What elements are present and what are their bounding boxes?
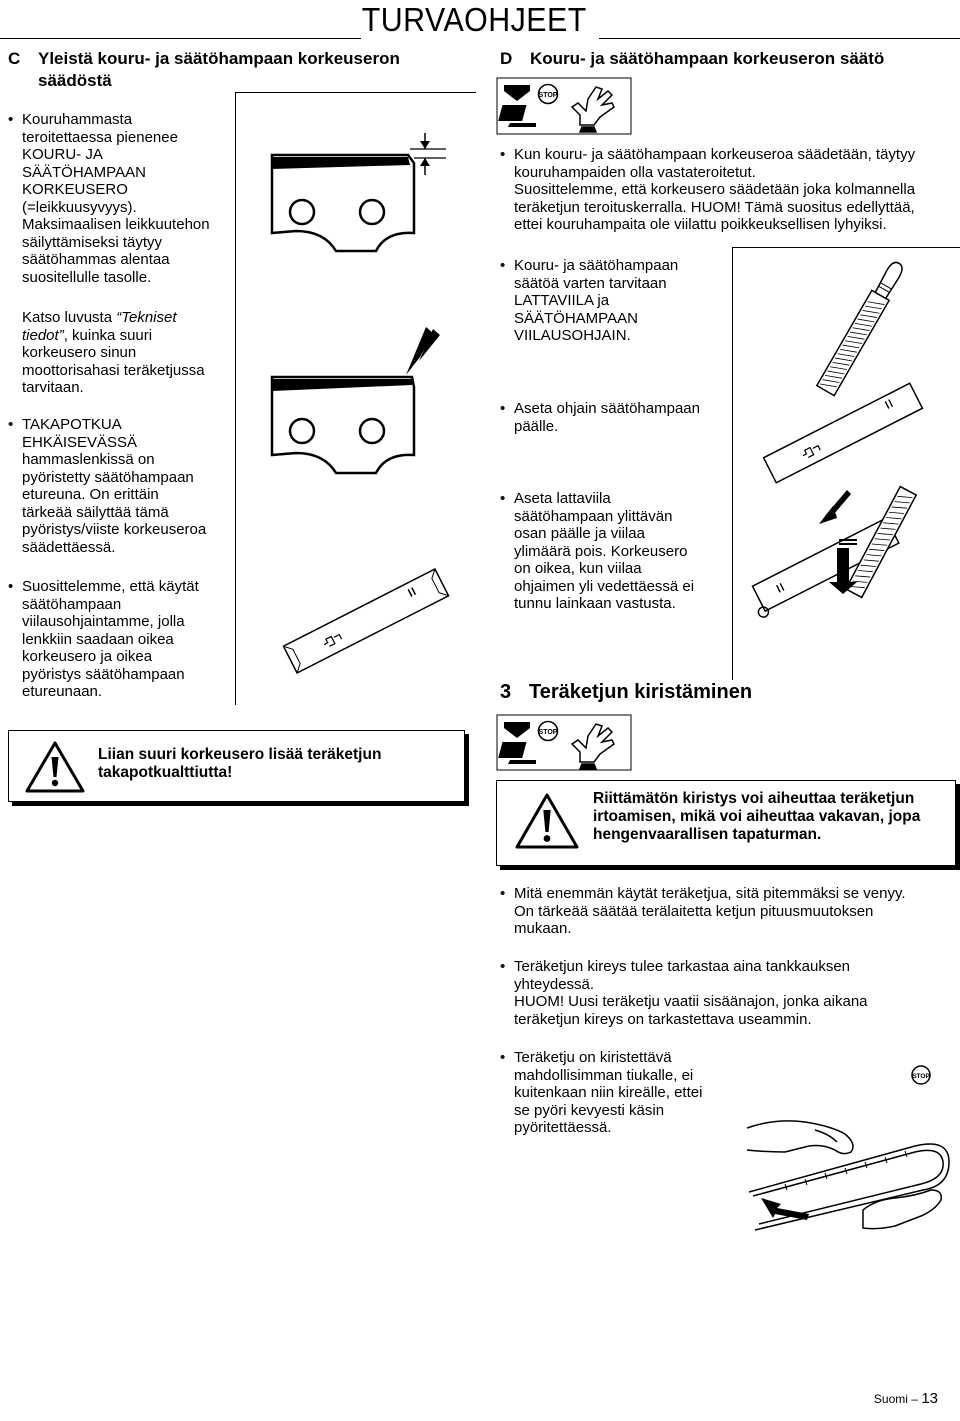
bullet-3-1-line: mukaan. xyxy=(514,920,572,937)
bullet-d3-line: Aseta ohjain säätöhampaan xyxy=(514,400,700,417)
cutter-link-top-icon xyxy=(272,155,414,251)
bullet-3-1: • Mitä enemmän käytät teräketjua, sitä pitemmäksi se venyy. On tärkeää säätää terälaitetta ketjun pituusmuutoksen mukaan. xyxy=(500,885,950,938)
bullet-3-3-line: kuitenkaan niin kireälle, ettei xyxy=(514,1084,703,1101)
bullet-c1-line: (=leikkuusyvyys). xyxy=(22,198,137,216)
flat-file-illustration xyxy=(733,248,960,679)
svg-text:STOP: STOP xyxy=(912,1073,930,1080)
bullet-3-1-line: On tärkeää säätää terälaitetta ketjun pituusmuutoksen xyxy=(514,902,874,920)
bullet-c4-line: lenkkiin saadaan oikea xyxy=(22,630,174,648)
bullet-d4: • Aseta lattaviila säätöhampaan ylittävän osan päälle ja viilaa ylimäärä pois. Korkeusero on oikea, kun viilaa ohjaimen yli vedettäessä ei tunnu lainkaan vastusta. xyxy=(500,490,725,613)
bullet-c1-line: KORKEUSERO xyxy=(22,181,128,198)
bullet-c3-line: hammaslenkissä on xyxy=(22,451,155,468)
bullet-d4-line: osan päälle ja viilaa xyxy=(514,525,645,542)
bullet-d4-line: Aseta lattaviila xyxy=(514,490,611,507)
section-3-icons xyxy=(496,714,632,771)
section-3-heading: 3 Teräketjun kiristäminen xyxy=(500,681,753,703)
bullet-c4-line: etureunaan. xyxy=(22,683,103,700)
bullet-3-3-line: se pyöri kevyesti käsin xyxy=(514,1101,665,1119)
bullet-c4-line: säätöhampaan xyxy=(22,595,122,613)
bullet-d2-line: SÄÄTÖHAMPAAN xyxy=(514,309,638,327)
bullet-d4-line: säätöhampaan ylittävän xyxy=(514,507,673,525)
stop-icon xyxy=(539,85,558,104)
stop-icon-chain xyxy=(912,1066,930,1084)
bullet-c1-line: säätöhammas alentaa xyxy=(22,251,170,268)
bullet-c3-line: EHKÄISEVÄSSÄ xyxy=(22,433,138,451)
bullet-3-3-line: pyöritettäessä. xyxy=(514,1119,612,1136)
bullet-c1-line: suositellulle tasolle. xyxy=(22,268,152,286)
bullet-d1-line: teräketjun teroituskerralla. HUOM! Tämä suositus edellyttää, xyxy=(514,198,915,216)
bullet-3-2-line: teräketjun kireys on tarkastettava useammin. xyxy=(514,1010,812,1028)
warning-triangle-icon xyxy=(25,741,85,793)
depth-gauge-guide-icon xyxy=(764,383,923,482)
bullet-3-1-line: Mitä enemmän käytät teräketjua, sitä pitemmäksi se venyy. xyxy=(514,885,906,902)
bullet-c3-line: pyöristetty säätöhampaan xyxy=(22,468,194,486)
bullet-c1-line: SÄÄTÖHAMPAAN xyxy=(22,163,146,181)
bullet-3-3-line: mahdollisimman tiukalle, ei xyxy=(514,1066,694,1084)
section-d-heading: D Kouru- ja säätöhampaan korkeuseron säätö xyxy=(500,49,885,68)
header-rule-right xyxy=(599,38,960,39)
bullet-c1-line: teroitettaessa pienenee xyxy=(22,128,178,146)
header-rule-left xyxy=(0,38,361,39)
depth-gauge-tool-icon xyxy=(283,569,448,673)
bullet-3-2: • Teräketjun kireys tulee tarkastaa aina tankkauksen yhteydessä. HUOM! Uusi teräketju vaatii sisäänajon, jonka aikana teräketjun kireys on tarkastettava useammin. xyxy=(500,958,950,1028)
bullet-c1-line: Maksimaalisen leikkuutehon xyxy=(22,216,210,233)
bullet-d1-line: Kun kouru- ja säätöhampaan korkeuseroa säädetään, täytyy xyxy=(514,146,916,163)
bullet-3-2-line: yhteydessä. xyxy=(514,975,595,993)
page-footer: Suomi – 13 xyxy=(873,1390,938,1407)
chain-tension-illustration xyxy=(745,1060,955,1250)
bullet-d4-line: ylimäärä pois. Korkeusero xyxy=(514,542,688,560)
hand-top-icon xyxy=(747,1121,853,1154)
bullet-c3: • TAKAPOTKUA EHKÄISEVÄSSÄ hammaslenkissä on pyöristetty säätöhampaan etureuna. On erittäin tärkeää säilyttää tämä pyöristys/viiste korkeuseroa säädettäessä. xyxy=(8,416,238,556)
bullet-d1-line: ettei kouruhampaita ole viilattu poikkeuksellisen lyhyiksi. xyxy=(514,216,887,233)
svg-text:STOP: STOP xyxy=(538,729,558,736)
warning-text-c: Liian suuri korkeusero lisää teräketjun takapotkualttiutta! xyxy=(98,746,382,781)
bullet-c1-line: Kouruhammasta xyxy=(22,111,133,128)
bullet-d4-line: ohjaimen yli vedettäessä ei xyxy=(514,577,695,595)
bullet-d3-line: päälle. xyxy=(514,417,559,435)
warning-box-c xyxy=(8,730,465,802)
stop-icon-3 xyxy=(539,722,558,741)
bullet-d2: • Kouru- ja säätöhampaan säätöä varten tarvitaan LATTAVIILA ja SÄÄTÖHAMPAAN VIILAUSOHJAIN. xyxy=(500,257,725,345)
bullet-c2: Katso luvusta “Tekniset tiedot”, kuinka suuri korkeusero sinun moottorisahasi teräketjussa tarvitaan. xyxy=(22,309,205,396)
bullet-c4: • Suosittelemme, että käytät säätöhampaan viilausohjaintamme, jolla lenkkiin saadaan oikea korkeusero ja oikea pyöristys säätöhampaan etureunaan. xyxy=(8,578,238,701)
bullet-d4-line: tunnu lainkaan vastusta. xyxy=(514,595,676,612)
bullet-d2-line: VIILAUSOHJAIN. xyxy=(514,327,631,344)
section-d-icons xyxy=(496,77,632,135)
page-title: TURVAOHJEET xyxy=(361,1,587,38)
bullet-c3-line: TAKAPOTKUA xyxy=(22,416,122,433)
bullet-d4-line: on oikea, kun viilaa xyxy=(514,560,642,577)
bullet-d1-line: kouruhampaiden olla vastateroitetut. xyxy=(514,163,756,181)
bullet-c3-line: pyöristys/viiste korkeuseroa xyxy=(22,521,207,538)
bullet-d2-line: LATTAVIILA ja xyxy=(514,292,610,309)
rotate-direction-arrow-icon xyxy=(761,1198,809,1220)
bullet-d1: • Kun kouru- ja säätöhampaan korkeuseroa säädetään, täytyy kouruhampaiden olla vastateroitetut. Suosittelemme, että korkeusero säädetään joka kolmannella teräketjun teroituskerralla. HUOM! Tämä suositus edellyttää, ettei kouruhampaita ole viilattu poikkeuksellisen lyhyiksi. xyxy=(500,146,950,234)
bullet-c4-line: Suosittelemme, että käytät xyxy=(22,578,199,595)
bullet-d3: • Aseta ohjain säätöhampaan päälle. xyxy=(500,400,725,435)
bullet-d2-line: Kouru- ja säätöhampaan xyxy=(514,257,679,274)
bullet-c4-line: viilausohjaintamme, jolla xyxy=(22,613,185,630)
bullet-3-2-line: Teräketjun kireys tulee tarkastaa aina tankkauksen xyxy=(514,958,851,975)
cutter-link-illustration xyxy=(236,93,476,704)
bullet-c3-line: etureuna. On erittäin xyxy=(22,486,159,503)
bullet-c1-line: säilyttämiseksi täytyy xyxy=(22,233,163,251)
bullet-c1-line: KOURU- JA xyxy=(22,146,103,163)
warning-triangle-icon-3 xyxy=(515,793,579,849)
bullet-c1: • Kouruhammasta teroitettaessa pienenee KOURU- JA SÄÄTÖHAMPAAN KORKEUSERO (=leikkuusyvyys). Maksimaalisen leikkuutehon säilyttämiseksi täytyy säätöhammas alentaa suositellulle tasolle. xyxy=(8,111,238,286)
bullet-c3-line: tärkeää säilyttää tämä xyxy=(22,503,169,521)
warning-box-3 xyxy=(496,780,956,866)
bullet-c4-line: pyöristys säätöhampaan xyxy=(22,665,185,683)
bullet-c4-line: korkeusero ja oikea xyxy=(22,648,153,665)
svg-text:STOP: STOP xyxy=(538,92,558,99)
flat-file-icon xyxy=(817,258,908,395)
warning-text-3: Riittämätön kiristys voi aiheuttaa teräketjun irtoamisen, mikä voi aiheuttaa vakavan, jopa hengenvaarallisen tapaturman. xyxy=(593,790,921,843)
bullet-d1-line: Suosittelemme, että korkeusero säädetään joka kolmannella xyxy=(514,181,916,198)
bullet-3-2-line: HUOM! Uusi teräketju vaatii sisäänajon, jonka aikana xyxy=(514,993,868,1010)
bullet-d2-line: säätöä varten tarvitaan xyxy=(514,274,667,292)
section-c-heading: C Yleistä kouru- ja säätöhampaan korkeuseron säädöstä xyxy=(8,49,400,90)
bullet-3-3-line: Teräketju on kiristettävä xyxy=(514,1049,672,1066)
bullet-3-3: • Teräketju on kiristettävä mahdollisimman tiukalle, ei kuitenkaan niin kireälle, ettei se pyöri kevyesti käsin pyöritettäessä. xyxy=(500,1049,740,1137)
bullet-c3-line: säädettäessä. xyxy=(22,538,116,556)
